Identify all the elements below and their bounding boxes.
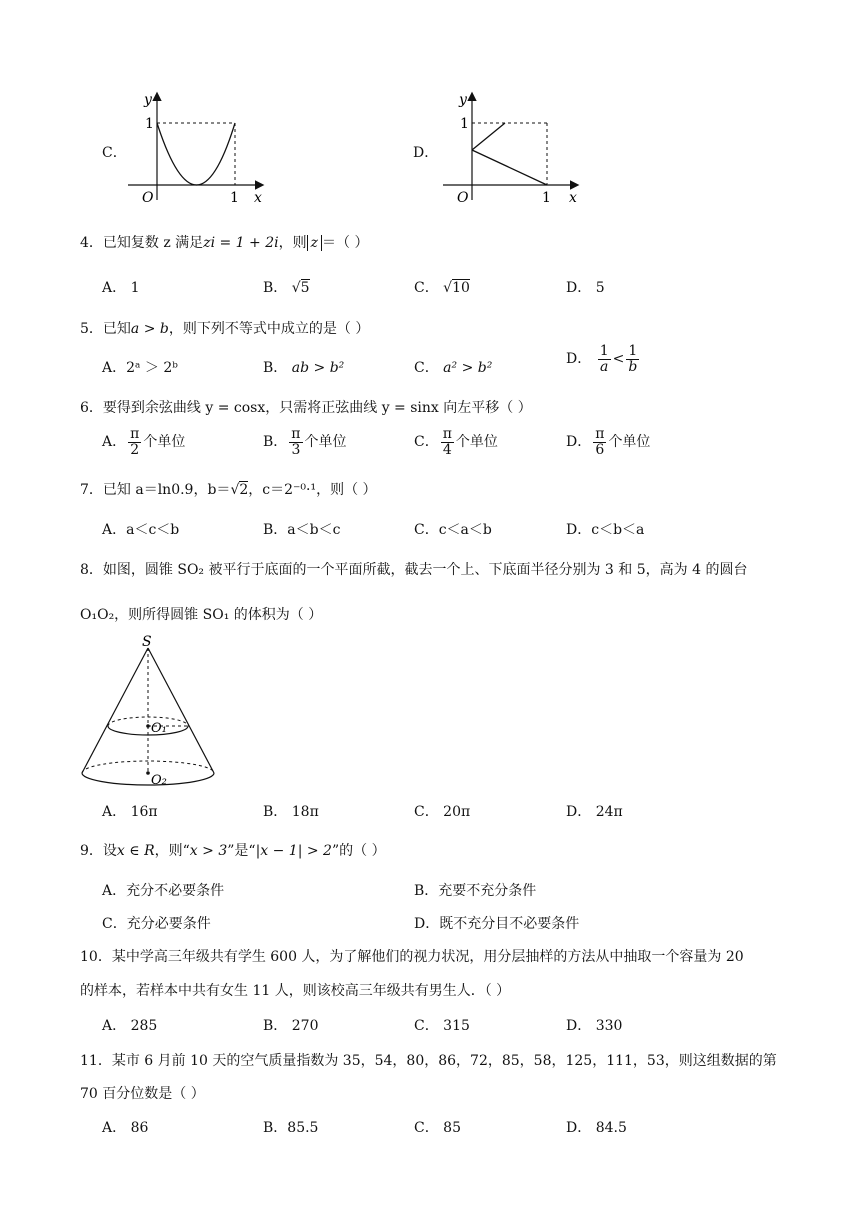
q5-option-a: A．2ᵃ ＞ 2ᵇ xyxy=(102,360,178,376)
q6-option-d: D． $\frac{\pi}{6}$ 个单位 xyxy=(566,426,651,458)
graph-option-c xyxy=(120,88,270,210)
q4-option-a: A． 1 xyxy=(102,280,140,296)
question-10-line1: 10．某中学高三年级共有学生 600 人，为了解他们的视力状况，用分层抽样的方法从中抽取一个容量为 20 xyxy=(80,949,744,965)
q6-option-a: A． $\frac{\pi}{2}$ 个单位 xyxy=(102,426,186,458)
question-8-line1: 8．如图，圆锥 SO₂ 被平行于底面的一个平面所截，截去一个上、下底面半径分别为 3 和 5，高为 4 的圆台 xyxy=(80,562,748,578)
q10-option-b: B． 270 xyxy=(263,1018,319,1034)
q11-option-d: D． 84.5 xyxy=(566,1120,627,1136)
q7-option-c: C．c＜a＜b xyxy=(414,522,492,538)
q4-option-d: D． 5 xyxy=(566,280,605,296)
q10-option-c: C． 315 xyxy=(414,1018,470,1034)
question-8-line2: O₁O₂，则所得圆锥 SO₁ 的体积为（ ） xyxy=(80,607,323,623)
q9-option-c: C．充分必要条件 xyxy=(102,916,211,932)
q8-option-d: D． 24π xyxy=(566,804,623,820)
q9-option-d: D．既不充分⽬不必要条件 xyxy=(414,916,580,932)
q7-option-b: B．a＜b＜c xyxy=(263,522,341,538)
question-4: 4．已知复数 z 满足zi = 1 + 2i，则 z ＝（ ） xyxy=(80,235,369,251)
lower-center-label: O₂ xyxy=(151,773,167,788)
q5-option-d: D． $\frac{1}{a}$ < $\frac{1}{b}$ xyxy=(566,343,638,375)
apex-label: S xyxy=(142,634,152,650)
y-tick-label: 1 xyxy=(145,116,154,132)
q9-option-b: B．充要不充分条件 xyxy=(414,883,537,899)
y-axis-label: y xyxy=(459,92,467,108)
y-axis-label: y xyxy=(144,92,152,108)
x-axis-label: x xyxy=(569,190,577,206)
q9-option-a: A．充分不必要条件 xyxy=(102,883,225,899)
q10-option-d: D． 330 xyxy=(566,1018,623,1034)
question-7: 7．已知 a＝ln0.9，b＝√2，c＝2⁻⁰·¹，则（ ） xyxy=(80,482,377,498)
q11-option-a: A． 86 xyxy=(102,1120,149,1136)
q5-option-b: B． ab > b² xyxy=(263,360,345,376)
q4-option-b: B． √5 xyxy=(263,280,310,296)
abs-z: z xyxy=(307,235,322,251)
option-d-label: D． xyxy=(413,145,439,161)
q4-option-c: C． √10 xyxy=(414,280,470,296)
q10-option-a: A． 285 xyxy=(102,1018,158,1034)
option-c-label: C． xyxy=(102,145,127,161)
x-tick-label: 1 xyxy=(230,190,239,206)
graph-option-d xyxy=(435,88,585,210)
upper-center-label: O₁ xyxy=(151,721,167,736)
q6-option-c: C． $\frac{\pi}{4}$ 个单位 xyxy=(414,426,498,458)
cone-figure xyxy=(78,632,218,792)
question-5: 5．已知a > b，则下列不等式中成立的是（ ） xyxy=(80,321,370,337)
q8-option-b: B． 18π xyxy=(263,804,319,820)
question-6: 6．要得到余弦曲线 y = cosx，只需将正弦曲线 y = sinx 向左平移（ ） xyxy=(80,400,532,416)
question-11-line1: 11．某市 6 月前 10 天的空气质量指数为 35，54，80，86，72，85，58，125，111，53，则这组数据的第 xyxy=(80,1053,777,1069)
question-9: 9．设x ∈ R，则“x > 3”是“|x − 1| > 2”的（ ） xyxy=(80,843,386,859)
x-tick-label: 1 xyxy=(542,190,551,206)
x-axis-label: x xyxy=(254,190,262,206)
q7-option-d: D．c＜b＜a xyxy=(566,522,645,538)
question-11-line2: 70 百分位数是（ ） xyxy=(80,1086,205,1102)
q11-option-b: B．85.5 xyxy=(263,1120,319,1136)
q11-option-c: C． 85 xyxy=(414,1120,461,1136)
q8-option-c: C． 20π xyxy=(414,804,471,820)
origin-label: O xyxy=(457,190,469,206)
question-10-line2: 的样本，若样本中共有女生 11 人，则该校高三年级共有男生人．（ ） xyxy=(80,983,511,999)
q5-option-c: C． a² > b² xyxy=(414,360,493,376)
q6-option-b: B． $\frac{\pi}{3}$ 个单位 xyxy=(263,426,347,458)
q8-option-a: A． 16π xyxy=(102,804,158,820)
origin-label: O xyxy=(142,190,154,206)
y-tick-label: 1 xyxy=(460,116,469,132)
q7-option-a: A．a＜c＜b xyxy=(102,522,180,538)
